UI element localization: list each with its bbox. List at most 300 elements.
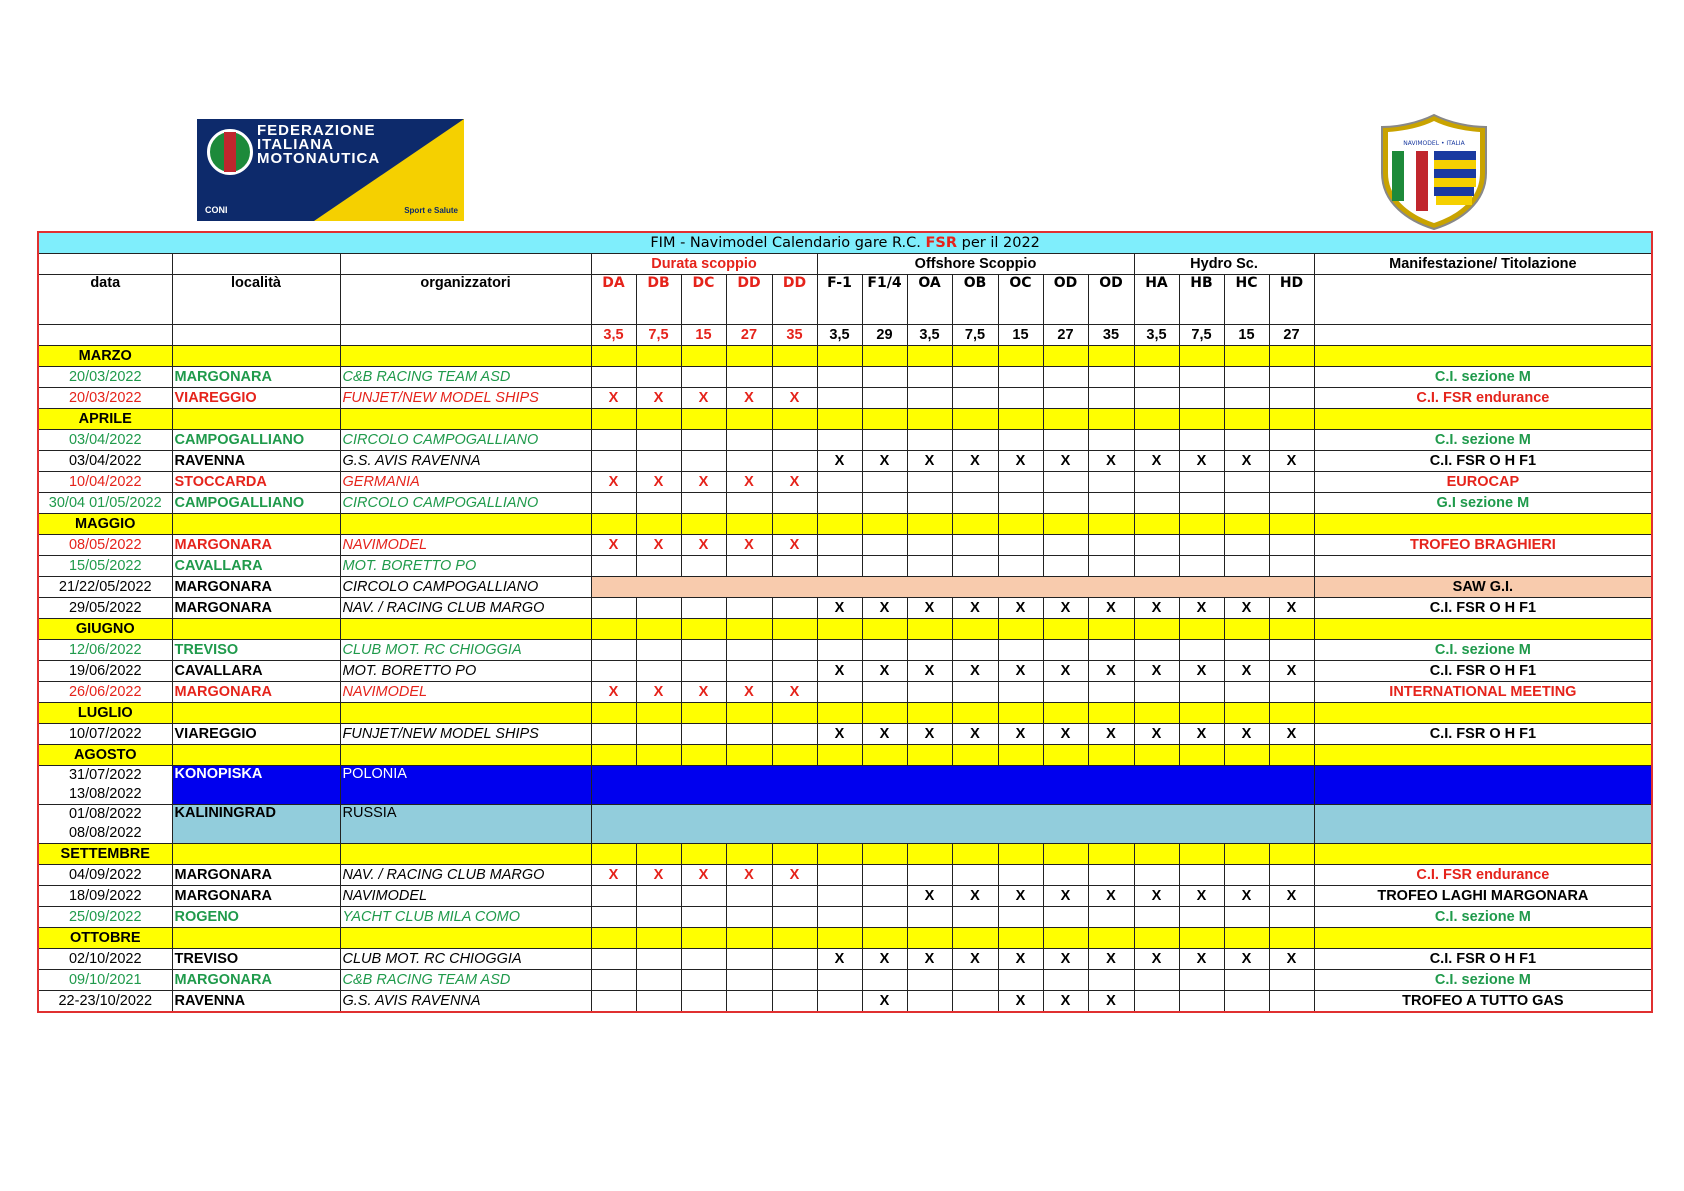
month-row: [38, 745, 1652, 766]
date-cell: 20/03/2022: [38, 388, 172, 409]
class-5: F-1: [817, 275, 862, 325]
class-mark-cell: [591, 724, 636, 745]
month-cell: [772, 619, 817, 640]
month-cell: [998, 745, 1043, 766]
month-cell: [726, 619, 772, 640]
class-mark-cell: [636, 640, 681, 661]
organizzatori-cell: NAVIMODEL: [340, 682, 591, 703]
month-cell: [591, 346, 636, 367]
class-mark-cell: [1224, 991, 1269, 1013]
title-row: [38, 232, 1652, 254]
class-mark-cell: [1134, 430, 1179, 451]
class-mark-cell: X: [636, 535, 681, 556]
class-mark-cell: [998, 970, 1043, 991]
class-mark-cell: [1179, 472, 1224, 493]
title-cell: [1314, 805, 1652, 844]
localita-cell: MARGONARA: [172, 970, 340, 991]
class-mark-cell: X: [907, 451, 952, 472]
class-mark-cell: [907, 991, 952, 1013]
month-cell: [817, 346, 862, 367]
table-row: [38, 577, 1652, 598]
logo-coni: CONI: [205, 205, 228, 215]
title-cell: G.I sezione M: [1314, 493, 1652, 514]
class-mark-cell: [1269, 865, 1314, 886]
size-13: 7,5: [1179, 325, 1224, 346]
class-mark-cell: [681, 556, 726, 577]
month-cell: [1043, 703, 1088, 724]
class-mark-cell: X: [1179, 724, 1224, 745]
class-mark-cell: [1269, 535, 1314, 556]
class-mark-cell: [591, 451, 636, 472]
class-mark-cell: X: [907, 886, 952, 907]
class-mark-cell: [1224, 535, 1269, 556]
class-mark-cell: [817, 430, 862, 451]
class-mark-cell: [907, 430, 952, 451]
class-mark-cell: [907, 682, 952, 703]
class-mark-cell: X: [952, 949, 998, 970]
title-cell: SAW G.I.: [1314, 577, 1652, 598]
title-cell: TROFEO LAGHI MARGONARA: [1314, 886, 1652, 907]
month-row: [38, 928, 1652, 949]
class-mark-cell: [952, 367, 998, 388]
class-mark-cell: [817, 388, 862, 409]
month-cell: [998, 928, 1043, 949]
class-mark-cell: [681, 661, 726, 682]
class-mark-cell: X: [726, 388, 772, 409]
month-cell: [952, 346, 998, 367]
class-mark-cell: X: [952, 724, 998, 745]
organizzatori-cell: CIRCOLO CAMPOGALLIANO: [340, 577, 591, 598]
month-cell: [591, 703, 636, 724]
organizzatori-cell: POLONIA: [340, 766, 591, 805]
table-row: [38, 556, 1652, 577]
class-mark-cell: [772, 661, 817, 682]
month-cell: [340, 928, 591, 949]
class-mark-cell: [998, 493, 1043, 514]
month-cell: [681, 409, 726, 430]
class-mark-cell: [817, 556, 862, 577]
month-cell: [1088, 619, 1134, 640]
date-cell: 08/05/2022: [38, 535, 172, 556]
localita-cell: STOCCARDA: [172, 472, 340, 493]
title-cell: [1314, 556, 1652, 577]
class-mark-cell: [1224, 682, 1269, 703]
month-cell: [1314, 928, 1652, 949]
logo-sport: Sport e Salute: [404, 206, 458, 215]
month-row: [38, 703, 1652, 724]
organizzatori-cell: NAVIMODEL: [340, 886, 591, 907]
class-mark-cell: X: [998, 724, 1043, 745]
class-mark-cell: X: [907, 949, 952, 970]
class-mark-cell: [772, 970, 817, 991]
class-mark-cell: X: [1269, 451, 1314, 472]
class-mark-cell: [636, 907, 681, 928]
class-mark-cell: [681, 493, 726, 514]
month-label: SETTEMBRE: [38, 844, 172, 865]
class-mark-cell: [862, 493, 907, 514]
month-cell: [1134, 844, 1179, 865]
month-cell: [1269, 619, 1314, 640]
class-mark-cell: [817, 886, 862, 907]
class-mark-cell: [998, 472, 1043, 493]
date-cell: 18/09/2022: [38, 886, 172, 907]
class-mark-cell: X: [636, 388, 681, 409]
month-cell: [726, 409, 772, 430]
class-mark-cell: X: [591, 682, 636, 703]
class-mark-cell: [772, 556, 817, 577]
class-mark-cell: [952, 865, 998, 886]
class-mark-cell: [907, 472, 952, 493]
class-mark-cell: [591, 991, 636, 1013]
class-mark-cell: X: [681, 865, 726, 886]
class-mark-cell: [1134, 367, 1179, 388]
month-cell: [1088, 844, 1134, 865]
class-mark-cell: [681, 430, 726, 451]
class-mark-cell: [1043, 682, 1088, 703]
class-mark-cell: X: [636, 472, 681, 493]
class-mark-cell: [591, 556, 636, 577]
month-cell: [998, 619, 1043, 640]
class-3: DD: [726, 275, 772, 325]
organizzatori-cell: G.S. AVIS RAVENNA: [340, 991, 591, 1013]
class-mark-cell: [1134, 535, 1179, 556]
month-cell: [1134, 409, 1179, 430]
localita-cell: KONOPISKA: [172, 766, 340, 805]
organizzatori-cell: G.S. AVIS RAVENNA: [340, 451, 591, 472]
month-label: MAGGIO: [38, 514, 172, 535]
class-mark-cell: [862, 472, 907, 493]
size-3: 27: [726, 325, 772, 346]
class-mark-cell: [636, 661, 681, 682]
class-mark-cell: [862, 865, 907, 886]
class-mark-cell: X: [1088, 451, 1134, 472]
class-mark-cell: X: [772, 388, 817, 409]
month-cell: [1314, 409, 1652, 430]
class-mark-cell: [636, 451, 681, 472]
class-mark-cell: X: [1269, 661, 1314, 682]
month-cell: [340, 346, 591, 367]
month-cell: [907, 346, 952, 367]
class-mark-cell: [817, 535, 862, 556]
month-cell: [1269, 703, 1314, 724]
class-mark-cell: [681, 907, 726, 928]
title-cell: C.I. sezione M: [1314, 367, 1652, 388]
size-14: 15: [1224, 325, 1269, 346]
class-mark-cell: [1134, 907, 1179, 928]
class-mark-cell: [1134, 970, 1179, 991]
month-cell: [772, 928, 817, 949]
class-mark-cell: [772, 724, 817, 745]
class-mark-cell: [952, 991, 998, 1013]
month-cell: [172, 409, 340, 430]
month-cell: [907, 844, 952, 865]
class-mark-cell: [952, 556, 998, 577]
month-cell: [998, 844, 1043, 865]
class-mark-cell: [591, 661, 636, 682]
race-calendar-table: [37, 231, 1653, 1013]
table-row: [38, 367, 1652, 388]
class-mark-cell: [1269, 682, 1314, 703]
class-mark-cell: [726, 451, 772, 472]
month-cell: [1043, 928, 1088, 949]
title-post: per il 2022: [957, 235, 1040, 251]
localita-cell: TREVISO: [172, 640, 340, 661]
table-row: [38, 493, 1652, 514]
title-cell: C.I. FSR O H F1: [1314, 724, 1652, 745]
month-cell: [1043, 844, 1088, 865]
date-cell: 19/06/2022: [38, 661, 172, 682]
month-cell: [172, 514, 340, 535]
class-mark-cell: [1179, 430, 1224, 451]
logo-text-2: ITALIANA: [257, 136, 334, 153]
class-mark-cell: [1224, 493, 1269, 514]
class-mark-cell: X: [1088, 991, 1134, 1013]
month-cell: [681, 619, 726, 640]
month-cell: [172, 844, 340, 865]
class-mark-cell: [636, 724, 681, 745]
class-mark-cell: [952, 682, 998, 703]
month-cell: [907, 745, 952, 766]
class-mark-cell: [1043, 640, 1088, 661]
class-mark-cell: [1088, 535, 1134, 556]
month-cell: [340, 409, 591, 430]
class-mark-cell: [636, 493, 681, 514]
month-cell: [1269, 844, 1314, 865]
class-mark-cell: [1134, 472, 1179, 493]
month-cell: [1314, 745, 1652, 766]
class-15: HD: [1269, 275, 1314, 325]
month-cell: [1224, 928, 1269, 949]
class-14: HC: [1224, 275, 1269, 325]
month-cell: [907, 514, 952, 535]
date-cell: 21/22/05/2022: [38, 577, 172, 598]
month-cell: [1269, 346, 1314, 367]
class-mark-cell: [1043, 535, 1088, 556]
month-cell: [907, 619, 952, 640]
size-9: 15: [998, 325, 1043, 346]
class-mark-cell: [1043, 430, 1088, 451]
class-mark-cell: X: [817, 451, 862, 472]
class-mark-cell: [591, 367, 636, 388]
class-mark-cell: [681, 598, 726, 619]
class-mark-cell: [1179, 367, 1224, 388]
title-cell: C.I. sezione M: [1314, 907, 1652, 928]
month-cell: [1043, 745, 1088, 766]
class-mark-cell: X: [862, 724, 907, 745]
shield-text: NAVIMODEL • ITALIA: [1403, 140, 1465, 147]
class-mark-cell: [1269, 991, 1314, 1013]
group-hydro: Hydro Sc.: [1134, 254, 1314, 275]
organizzatori-cell: GERMANIA: [340, 472, 591, 493]
class-mark-cell: X: [1179, 451, 1224, 472]
class-mark-cell: X: [681, 535, 726, 556]
month-cell: [1179, 703, 1224, 724]
class-mark-cell: [726, 661, 772, 682]
month-cell: [1134, 703, 1179, 724]
class-mark-cell: [907, 388, 952, 409]
class-mark-cell: [862, 640, 907, 661]
class-mark-cell: [772, 598, 817, 619]
month-cell: [862, 514, 907, 535]
class-mark-cell: [998, 682, 1043, 703]
class-mark-cell: [681, 886, 726, 907]
month-cell: [907, 409, 952, 430]
month-cell: [862, 703, 907, 724]
class-mark-cell: [952, 907, 998, 928]
class-mark-cell: [1134, 388, 1179, 409]
date-cell: 04/09/2022: [38, 865, 172, 886]
class-header-row: [38, 275, 1652, 325]
class-mark-cell: X: [907, 598, 952, 619]
class-mark-cell: [1179, 682, 1224, 703]
class-mark-cell: [862, 970, 907, 991]
class-mark-cell: [952, 472, 998, 493]
month-cell: [1179, 928, 1224, 949]
organizzatori-cell: NAVIMODEL: [340, 535, 591, 556]
class-mark-cell: [862, 556, 907, 577]
title-cell: C.I. FSR O H F1: [1314, 661, 1652, 682]
class-mark-cell: [817, 907, 862, 928]
localita-cell: ROGENO: [172, 907, 340, 928]
class-mark-cell: [907, 640, 952, 661]
month-cell: [591, 409, 636, 430]
month-cell: [636, 514, 681, 535]
class-mark-cell: X: [726, 472, 772, 493]
class-mark-cell: [952, 640, 998, 661]
class-mark-cell: [1043, 865, 1088, 886]
month-cell: [1179, 346, 1224, 367]
class-mark-cell: X: [1134, 598, 1179, 619]
month-cell: [681, 844, 726, 865]
class-mark-cell: X: [1224, 451, 1269, 472]
month-cell: [817, 703, 862, 724]
month-row: [38, 619, 1652, 640]
class-mark-cell: [681, 724, 726, 745]
class-mark-cell: [817, 865, 862, 886]
class-mark-cell: [772, 367, 817, 388]
month-cell: [340, 844, 591, 865]
table-row: [38, 724, 1652, 745]
date-cell: 03/04/2022: [38, 430, 172, 451]
class-mark-cell: [1043, 493, 1088, 514]
month-cell: [1314, 514, 1652, 535]
class-mark-cell: [862, 388, 907, 409]
class-mark-cell: X: [1043, 598, 1088, 619]
class-mark-cell: X: [772, 535, 817, 556]
month-cell: [681, 703, 726, 724]
class-mark-cell: X: [591, 865, 636, 886]
class-mark-cell: X: [1088, 886, 1134, 907]
month-cell: [1043, 409, 1088, 430]
month-cell: [1224, 619, 1269, 640]
month-label: AGOSTO: [38, 745, 172, 766]
month-cell: [1269, 409, 1314, 430]
localita-cell: CAVALLARA: [172, 661, 340, 682]
title-cell: C.I. sezione M: [1314, 640, 1652, 661]
month-cell: [1179, 409, 1224, 430]
month-cell: [1088, 409, 1134, 430]
class-9: OC: [998, 275, 1043, 325]
class-mark-cell: X: [862, 451, 907, 472]
class-mark-cell: X: [1043, 991, 1088, 1013]
class-mark-cell: X: [636, 682, 681, 703]
class-mark-cell: X: [1224, 949, 1269, 970]
class-mark-cell: X: [1224, 661, 1269, 682]
class-mark-cell: [862, 430, 907, 451]
month-cell: [772, 514, 817, 535]
organizzatori-cell: NAV. / RACING CLUB MARGO: [340, 598, 591, 619]
month-cell: [726, 745, 772, 766]
class-11: OD: [1088, 275, 1134, 325]
class-mark-cell: X: [681, 472, 726, 493]
table-row: [38, 865, 1652, 886]
group-offshore: Offshore Scoppio: [817, 254, 1134, 275]
month-cell: [772, 409, 817, 430]
month-cell: [952, 844, 998, 865]
span-cell: [591, 805, 1314, 844]
month-cell: [1134, 346, 1179, 367]
size-0: 3,5: [591, 325, 636, 346]
size-7: 3,5: [907, 325, 952, 346]
class-mark-cell: X: [1269, 724, 1314, 745]
organizzatori-cell: YACHT CLUB MILA COMO: [340, 907, 591, 928]
class-mark-cell: [772, 949, 817, 970]
title-pre: FIM - Navimodel Calendario gare R.C.: [650, 235, 926, 251]
month-cell: [862, 346, 907, 367]
class-mark-cell: X: [1179, 949, 1224, 970]
month-cell: [1314, 703, 1652, 724]
class-mark-cell: [1088, 388, 1134, 409]
class-mark-cell: [636, 430, 681, 451]
class-mark-cell: [591, 430, 636, 451]
class-mark-cell: [636, 949, 681, 970]
logo-text-1: FEDERAZIONE: [257, 122, 376, 139]
organizzatori-cell: CIRCOLO CAMPOGALLIANO: [340, 493, 591, 514]
localita-cell: MARGONARA: [172, 577, 340, 598]
class-mark-cell: [1134, 493, 1179, 514]
class-mark-cell: X: [1134, 949, 1179, 970]
month-cell: [1224, 745, 1269, 766]
class-mark-cell: [1224, 907, 1269, 928]
title-cell: C.I. FSR endurance: [1314, 865, 1652, 886]
class-mark-cell: [726, 907, 772, 928]
class-mark-cell: [1088, 682, 1134, 703]
class-mark-cell: [1269, 430, 1314, 451]
month-cell: [1269, 745, 1314, 766]
class-mark-cell: [1179, 388, 1224, 409]
organizzatori-cell: MOT. BORETTO PO: [340, 661, 591, 682]
localita-cell: MARGONARA: [172, 865, 340, 886]
class-mark-cell: X: [998, 661, 1043, 682]
month-cell: [726, 346, 772, 367]
table-row: [38, 949, 1652, 970]
navimodel-shield-icon: [1378, 113, 1490, 231]
class-mark-cell: X: [907, 724, 952, 745]
class-mark-cell: [862, 886, 907, 907]
month-cell: [591, 928, 636, 949]
header-data: data: [38, 275, 172, 325]
class-mark-cell: X: [1088, 661, 1134, 682]
month-cell: [1224, 409, 1269, 430]
class-mark-cell: [1224, 640, 1269, 661]
class-mark-cell: [952, 388, 998, 409]
month-label: MARZO: [38, 346, 172, 367]
title-cell: C.I. FSR O H F1: [1314, 949, 1652, 970]
class-mark-cell: X: [726, 682, 772, 703]
localita-cell: RAVENNA: [172, 991, 340, 1013]
class-mark-cell: [862, 535, 907, 556]
month-cell: [1088, 928, 1134, 949]
